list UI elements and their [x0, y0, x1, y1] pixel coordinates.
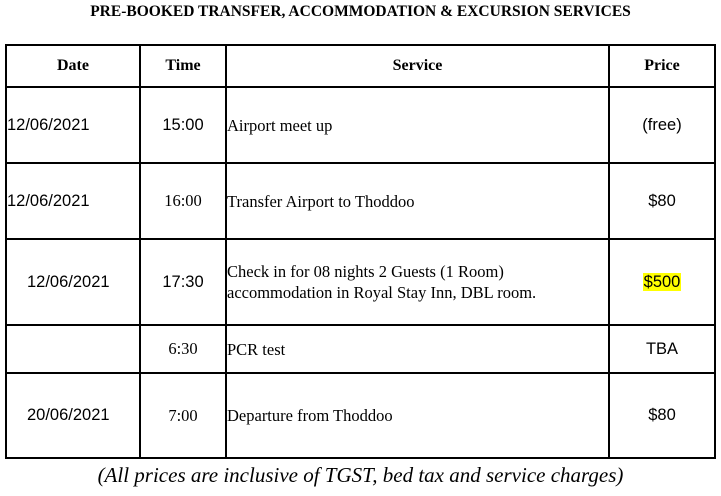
row-service	[226, 239, 609, 325]
row-service: Airport meet up	[226, 87, 609, 163]
row-price: (free)	[609, 87, 715, 163]
row-service: Departure from Thoddoo	[226, 373, 609, 458]
services-table	[5, 44, 716, 459]
table-header-row	[6, 45, 715, 87]
row-date: 12/06/2021	[6, 87, 140, 163]
document-title: PRE-BOOKED TRANSFER, ACCOMMODATION & EXCURSION SERVICES	[90, 3, 631, 20]
row-price: $80	[609, 163, 715, 239]
row-time: 7:00	[140, 373, 226, 458]
column-header-time: Time	[140, 45, 226, 87]
row-price	[609, 239, 715, 325]
row-service: Transfer Airport to Thoddoo	[226, 163, 609, 239]
column-header-price: Price	[609, 45, 715, 87]
row-price: $80	[609, 373, 715, 458]
column-header-service: Service	[226, 45, 609, 87]
row-time: 17:30	[140, 239, 226, 325]
table-row	[6, 163, 715, 239]
table-row	[6, 325, 715, 373]
row-time: 16:00	[140, 163, 226, 239]
table-row	[6, 239, 715, 325]
row-service: PCR test	[226, 325, 609, 373]
row-date: 12/06/2021	[6, 163, 140, 239]
row-date	[6, 325, 140, 373]
row-time: 6:30	[140, 325, 226, 373]
price-note: (All prices are inclusive of TGST, bed tax and service charges)	[97, 463, 624, 487]
service-line: Check in for 08 nights 2 Guests (1 Room)	[227, 262, 504, 281]
row-time: 15:00	[140, 87, 226, 163]
table-row	[6, 373, 715, 458]
highlighted-price: $500	[643, 272, 681, 291]
column-header-date: Date	[6, 45, 140, 87]
row-date: 12/06/2021	[6, 239, 140, 325]
row-price: TBA	[609, 325, 715, 373]
service-line: accommodation in Royal Stay Inn, DBL room.	[227, 283, 537, 302]
table-row	[6, 87, 715, 163]
row-date: 20/06/2021	[6, 373, 140, 458]
